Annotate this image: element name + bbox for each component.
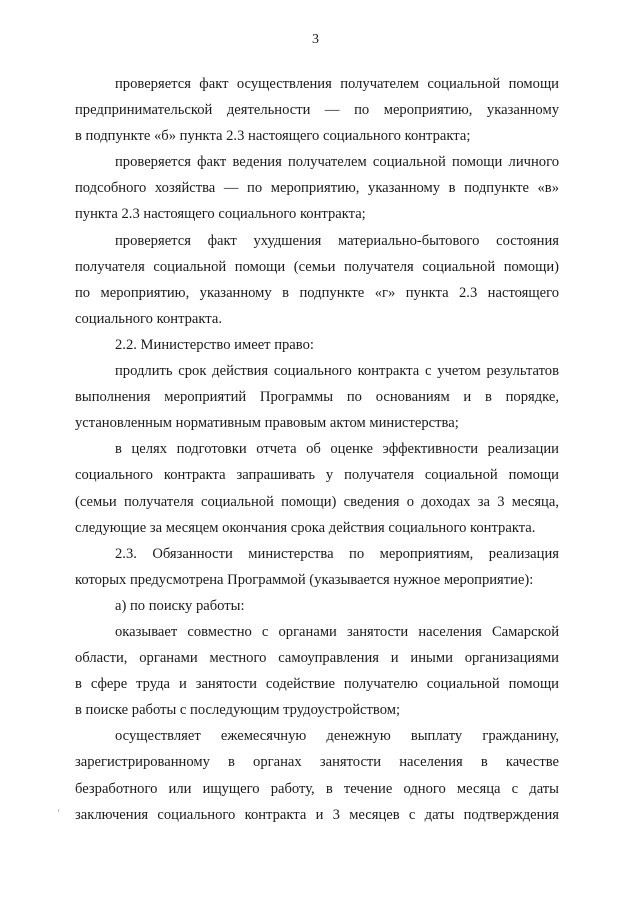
- text-line: заключения социального контракта и 3 месяцев с даты подтверждения: [75, 806, 559, 823]
- text-line: а) по поиску работы:: [115, 597, 245, 614]
- text-line: проверяется факт ведения получателем социальной помощи личного: [115, 154, 559, 171]
- text-line: 2.3. Обязанности министерства по мероприятиям, реализация: [115, 545, 559, 562]
- text-line: социального контракта.: [75, 310, 222, 327]
- text-line: проверяется факт осуществления получателем социальной помощи: [115, 76, 559, 92]
- text-line: установленным нормативным правовым актом министерства;: [75, 415, 459, 432]
- text-line: 2.2. Министерство имеет право:: [115, 336, 314, 353]
- text-line: получателя социальной помощи (семьи получателя социальной помощи): [75, 258, 559, 275]
- text-line: в целях подготовки отчета об оценке эффективности реализации: [115, 441, 559, 458]
- text-line: пункта 2.3 настоящего социального контракта;: [75, 206, 366, 223]
- text-line: (семьи получателя социальной помощи) сведения о доходах за 3 месяца,: [75, 493, 559, 510]
- paragraph-p1: [75, 71, 559, 149]
- paragraph-p5: [75, 358, 559, 436]
- paragraph-p7: [75, 541, 559, 593]
- text-line: подсобного хозяйства — по мероприятию, указанному в подпункте «в»: [75, 180, 559, 197]
- text-line: следующие за месяцем окончания срока действия социального контракта.: [75, 519, 536, 536]
- paragraph-p6: [75, 436, 559, 540]
- text-line: выполнения мероприятий Программы по основаниям и в порядке,: [75, 389, 559, 406]
- text-line: зарегистрированному в органах занятости населения в качестве: [75, 754, 559, 771]
- text-line: по мероприятию, указанному в подпункте «г» пункта 2.3 настоящего: [75, 284, 559, 301]
- document-body: [75, 71, 559, 828]
- text-line: социального контракта запрашивать у получателя социальной помощи: [75, 467, 559, 484]
- paragraph-p9: [75, 619, 559, 723]
- paragraph-p3: [75, 228, 559, 332]
- page-number: 3: [312, 32, 319, 47]
- scan-artifact: ': [58, 808, 60, 818]
- text-line: продлить срок действия социального контракта с учетом результатов: [115, 363, 559, 380]
- paragraph-p2: [75, 149, 559, 227]
- text-line: безработного или ищущего работу, в течение одного месяца с даты: [75, 780, 559, 797]
- text-line: в подпункте «б» пункта 2.3 настоящего социального контракта;: [75, 128, 471, 145]
- text-line: осуществляет ежемесячную денежную выплату гражданину,: [115, 728, 559, 745]
- text-line: предпринимательской деятельности — по мероприятию, указанному: [75, 102, 559, 119]
- text-line: области, органами местного самоуправления и иными организациями: [75, 650, 559, 667]
- text-line: которых предусмотрена Программой (указывается нужное мероприятие):: [75, 571, 534, 588]
- text-line: проверяется факт ухудшения материально-бытового состояния: [115, 232, 559, 249]
- paragraph-p10: [75, 723, 559, 827]
- paragraph-p4: [75, 332, 559, 358]
- text-line: в поиске работы с последующим трудоустройством;: [75, 702, 401, 719]
- text-line: в сфере труда и занятости содействие получателю социальной помощи: [75, 676, 559, 693]
- paragraph-p8: [75, 593, 559, 619]
- text-line: оказывает совместно с органами занятости населения Самарской: [115, 623, 559, 640]
